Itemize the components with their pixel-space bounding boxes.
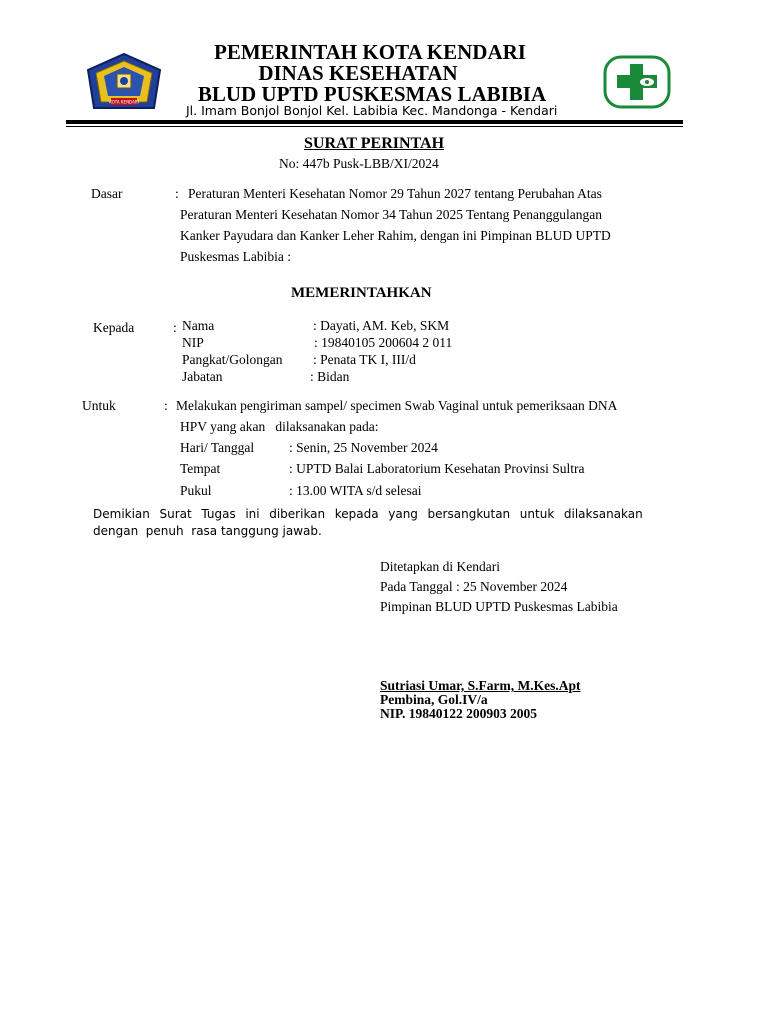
kepada-nip-value: : 19840105 200604 2 011 bbox=[314, 335, 453, 350]
kepada-colon: : bbox=[173, 320, 177, 335]
kop-line-1: PEMERINTAH KOTA KENDARI bbox=[214, 40, 526, 64]
signatory-nip: NIP. 19840122 200903 2005 bbox=[380, 706, 538, 721]
logo-left-caption: KOTA KENDARI bbox=[109, 99, 139, 105]
untuk-colon: : bbox=[164, 398, 168, 413]
dasar-line-4: Puskesmas Labibia : bbox=[180, 249, 291, 264]
dasar-line-1: Peraturan Menteri Kesehatan Nomor 29 Tahun 2027 tentang Perubahan Atas bbox=[188, 186, 602, 201]
untuk-hari-value: : Senin, 25 November 2024 bbox=[289, 440, 438, 455]
untuk-tempat-key: Tempat bbox=[180, 461, 221, 476]
puskesmas-logo bbox=[603, 55, 671, 109]
untuk-line-1: Melakukan pengiriman sampel/ specimen Swab Vaginal untuk pemeriksaan DNA bbox=[176, 398, 618, 413]
document-title: SURAT PERINTAH bbox=[303, 135, 445, 152]
signature-position: Pimpinan BLUD UPTD Puskesmas Labibia bbox=[380, 599, 618, 614]
kepada-pangkat-value: : Penata TK I, III/d bbox=[313, 352, 416, 367]
untuk-hari-key: Hari/ Tanggal bbox=[180, 440, 255, 455]
kepada-pangkat-key: Pangkat/Golongan bbox=[182, 352, 283, 367]
header-rule-thin bbox=[66, 126, 683, 127]
memerintahkan-heading: MEMERINTAHKAN bbox=[291, 285, 432, 301]
kepada-nama-key: Nama bbox=[182, 318, 215, 333]
kota-kendari-logo bbox=[84, 52, 164, 114]
signature-date: Pada Tanggal : 25 November 2024 bbox=[380, 579, 568, 594]
dasar-label: Dasar bbox=[91, 186, 123, 201]
kop-line-3: BLUD UPTD PUSKESMAS LABIBIA bbox=[197, 82, 547, 106]
kepada-jabatan-key: Jabatan bbox=[182, 369, 223, 384]
kepada-jabatan-value: : Bidan bbox=[310, 369, 350, 384]
signature-place: Ditetapkan di Kendari bbox=[380, 559, 500, 574]
kop-line-2: DINAS KESEHATAN bbox=[258, 61, 458, 85]
signatory-name: Sutriasi Umar, S.Farm, M.Kes.Apt bbox=[380, 678, 581, 693]
untuk-pukul-key: Pukul bbox=[180, 483, 212, 498]
kepada-nip-key: NIP bbox=[182, 335, 204, 350]
kop-address: Jl. Imam Bonjol Bonjol Kel. Labibia Kec. Mandonga - Kendari bbox=[186, 103, 558, 118]
untuk-label: Untuk bbox=[82, 398, 116, 413]
kepada-label: Kepada bbox=[93, 320, 135, 335]
kepada-nama-value: : Dayati, AM. Keb, SKM bbox=[313, 318, 450, 333]
dasar-line-3: Kanker Payudara dan Kanker Leher Rahim, dengan ini Pimpinan BLUD UPTD bbox=[180, 228, 611, 243]
document-number: No: 447b Pusk-LBB/XI/2024 bbox=[279, 156, 439, 171]
closing-line-1: Demikian Surat Tugas ini diberikan kepada yang bersangkutan untuk dilaksanakan bbox=[93, 507, 643, 521]
untuk-pukul-value: : 13.00 WITA s/d selesai bbox=[289, 483, 422, 498]
closing-line-2: dengan penuh rasa tanggung jawab. bbox=[93, 524, 322, 538]
untuk-tempat-value: : UPTD Balai Laboratorium Kesehatan Provinsi Sultra bbox=[289, 461, 585, 476]
signatory-rank: Pembina, Gol.IV/a bbox=[380, 692, 488, 707]
dasar-colon: : bbox=[175, 186, 179, 201]
dasar-line-2: Peraturan Menteri Kesehatan Nomor 34 Tahun 2025 Tentang Penanggulangan bbox=[180, 207, 603, 222]
header-rule-thick bbox=[66, 120, 683, 124]
untuk-line-2: HPV yang akan dilaksanakan pada: bbox=[180, 419, 379, 434]
